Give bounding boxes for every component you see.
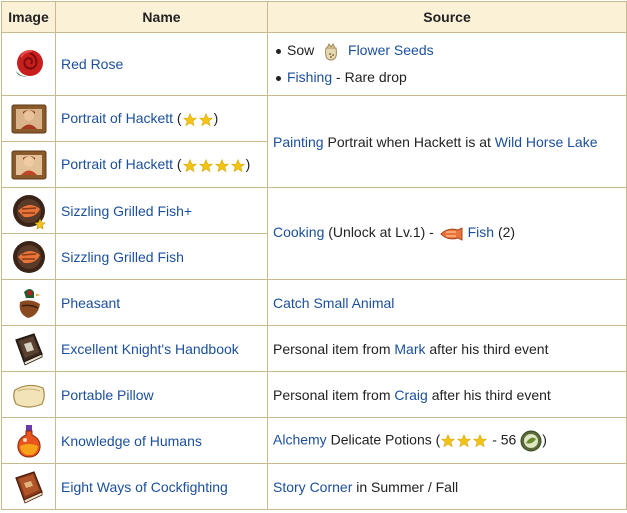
image-cell: [2, 280, 56, 326]
portrait-hackett-icon[interactable]: [10, 148, 48, 182]
source-text: after his third event: [431, 386, 551, 403]
rating-stars: [440, 431, 488, 447]
pheasant-icon[interactable]: [10, 284, 48, 322]
name-cell: Portrait of Hackett ( ): [56, 142, 268, 188]
header-image: Image: [2, 2, 56, 33]
source-cell: [268, 33, 627, 96]
image-cell: [2, 418, 56, 464]
star-icon: [231, 159, 245, 173]
table-row: [2, 418, 627, 464]
table-row: [2, 96, 627, 142]
source-text: Personal item from: [273, 340, 391, 357]
image-cell: [2, 142, 56, 188]
link-story-corner[interactable]: Story Corner: [273, 478, 353, 495]
star-icon: [183, 113, 197, 127]
source-text: Personal item from: [273, 386, 391, 403]
star-icon: [215, 159, 229, 173]
image-cell: [2, 326, 56, 372]
name-cell: [56, 326, 268, 372]
item-link-knowledge-of-humans[interactable]: Knowledge of Humans: [61, 432, 202, 449]
star-icon: [199, 113, 213, 127]
image-cell: [2, 96, 56, 142]
herb-badge-icon: [520, 430, 542, 452]
source-text: Delicate Potions (: [330, 431, 441, 448]
name-cell: [56, 280, 268, 326]
source-text: (Unlock at Lv.1) -: [328, 224, 434, 241]
item-link-grilled-fish-plus[interactable]: Sizzling Grilled Fish+: [61, 202, 193, 219]
table-row: [2, 326, 627, 372]
red-rose-icon[interactable]: [10, 45, 48, 83]
count-text: - 56: [492, 431, 517, 448]
link-catch-small-animal[interactable]: Catch Small Animal: [273, 294, 395, 311]
table-row: [2, 33, 627, 96]
source-text: Portrait when Hackett is at: [327, 133, 491, 150]
link-cooking[interactable]: Cooking: [273, 224, 325, 241]
star-icon: [183, 159, 197, 173]
source-cell: [268, 464, 627, 510]
source-cell: [268, 372, 627, 418]
link-flower-seeds[interactable]: Flower Seeds: [348, 42, 434, 58]
star-icon: [473, 434, 487, 448]
name-cell: [56, 372, 268, 418]
link-mark[interactable]: Mark: [394, 340, 426, 357]
source-text: - Rare drop: [336, 69, 407, 85]
link-painting[interactable]: Painting: [273, 133, 324, 150]
rating-stars: [182, 156, 246, 172]
star-icon: [199, 159, 213, 173]
fish-icon: [438, 225, 464, 243]
portrait-hackett-icon[interactable]: [10, 102, 48, 136]
star-icon: [441, 434, 455, 448]
source-cell: [268, 96, 627, 188]
source-text: Sow: [287, 42, 315, 58]
table-row: [2, 280, 627, 326]
table-row: [2, 372, 627, 418]
item-link-grilled-fish[interactable]: Sizzling Grilled Fish: [61, 248, 184, 265]
item-link-knights-handbook[interactable]: Excellent Knight's Handbook: [61, 340, 239, 357]
name-cell: [56, 234, 268, 280]
item-link-pheasant[interactable]: Pheasant: [61, 294, 121, 311]
source-cell: [268, 188, 627, 280]
item-link-portrait-hackett[interactable]: Portrait of Hackett: [61, 110, 174, 127]
source-text: ): [542, 431, 547, 448]
star-icon: [457, 434, 471, 448]
link-fishing[interactable]: Fishing: [287, 69, 333, 85]
source-cell: [268, 280, 627, 326]
source-text: (2): [497, 224, 516, 241]
link-alchemy[interactable]: Alchemy: [273, 431, 327, 448]
name-cell: [56, 188, 268, 234]
handbook-icon[interactable]: [10, 330, 48, 368]
book-icon[interactable]: [10, 468, 48, 506]
link-craig[interactable]: Craig: [394, 386, 428, 403]
source-text: after his third event: [429, 340, 549, 357]
grilled-fish-plus-icon[interactable]: [10, 192, 48, 230]
source-cell: [268, 326, 627, 372]
name-cell: [56, 418, 268, 464]
link-fish[interactable]: Fish: [467, 224, 495, 241]
item-link-eight-ways-cockfighting[interactable]: Eight Ways of Cockfighting: [61, 478, 228, 495]
potion-icon[interactable]: [10, 422, 48, 460]
image-cell: [2, 188, 56, 234]
table-row: [2, 464, 627, 510]
grilled-fish-icon[interactable]: [10, 238, 48, 276]
image-cell: [2, 372, 56, 418]
name-cell: [56, 33, 268, 96]
image-cell: [2, 464, 56, 510]
table-header-row: [2, 2, 627, 33]
item-link-portrait-hackett[interactable]: Portrait of Hackett: [61, 156, 174, 173]
pillow-icon[interactable]: [10, 376, 48, 414]
header-source: Source: [268, 2, 627, 33]
image-cell: [2, 234, 56, 280]
table-row: [2, 188, 627, 234]
seed-bag-icon: [320, 40, 342, 62]
image-cell: [2, 33, 56, 96]
rating-stars: [182, 110, 214, 126]
header-name: Name: [56, 2, 268, 33]
name-cell: [56, 464, 268, 510]
link-wild-horse-lake[interactable]: Wild Horse Lake: [494, 133, 598, 150]
item-link-red-rose[interactable]: Red Rose: [61, 56, 124, 72]
item-link-portable-pillow[interactable]: Portable Pillow: [61, 386, 154, 403]
name-cell: Portrait of Hackett ( ): [56, 96, 268, 142]
source-text: in Summer / Fall: [356, 478, 459, 495]
items-table: [1, 1, 627, 510]
source-cell: [268, 418, 627, 464]
